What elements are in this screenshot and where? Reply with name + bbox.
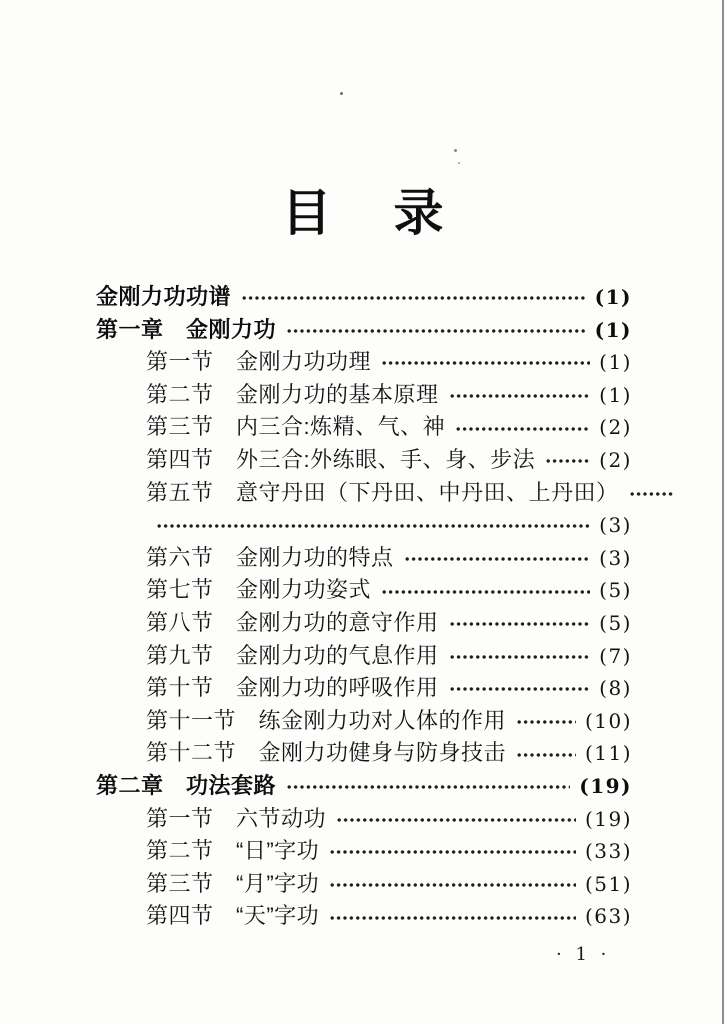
toc-entry-page: (51) [584, 871, 632, 896]
toc-entry-label: 第九节 金刚力功的气息作用 [146, 642, 439, 668]
toc-entry [96, 672, 632, 705]
toc-leader-dots [241, 294, 586, 302]
toc-leader-dots [449, 392, 591, 400]
toc-entry-page: (5) [599, 610, 632, 635]
toc-entry-label: 第四节 外三合:外练眼、手、身、步法 [146, 446, 536, 472]
toc-entry [96, 542, 632, 575]
toc-leader-dots [545, 457, 590, 465]
toc-entry-label: 第十节 金刚力功的呼吸作用 [146, 675, 439, 701]
toc-entry [96, 803, 632, 836]
toc-leader-dots [629, 490, 673, 498]
toc-entry-label: 金刚力功功谱 [96, 284, 232, 309]
toc-entry [96, 574, 632, 607]
toc-entry [96, 281, 632, 314]
toc-entry-page: (10) [584, 708, 632, 733]
toc-entry-label: 第二节 金刚力功的基本原理 [146, 381, 439, 407]
toc-leader-dots [336, 816, 576, 824]
toc-leader-dots [516, 718, 576, 726]
toc-leader-dots [286, 783, 570, 791]
toc-leader-dots [329, 881, 576, 889]
scan-edge-line [722, 0, 724, 1024]
scan-speck [454, 149, 457, 152]
toc-entry [96, 770, 632, 803]
toc-entry [96, 509, 632, 542]
toc-entry-page: (3) [599, 513, 632, 538]
toc-leader-dots [449, 620, 591, 628]
toc-leader-dots [449, 685, 591, 693]
toc-entry-label: 第五节 意守丹田（下丹田、中丹田、上丹田） [146, 479, 619, 505]
toc-entry [96, 379, 632, 412]
toc-entry-label: 第八节 金刚力功的意守作用 [146, 609, 439, 635]
toc-entry-page: (11) [584, 741, 632, 766]
toc-entry-label: 第六节 金刚力功的特点 [146, 544, 394, 570]
toc-leader-dots [381, 588, 590, 596]
toc-leader-dots [449, 653, 591, 661]
toc-entry-page: (8) [599, 676, 632, 701]
page-title [0, 185, 725, 241]
toc-entry [96, 607, 632, 640]
toc-entry-label: 第十二节 金刚力功健身与防身技击 [146, 740, 507, 766]
toc-entry [96, 346, 632, 379]
toc-entry-page: (2) [599, 447, 632, 472]
toc-entry-page: (5) [599, 578, 632, 603]
toc-leader-dots [329, 914, 576, 922]
toc-entry-page: (19) [579, 773, 632, 798]
toc-entry-page: (1) [599, 382, 632, 407]
toc-entry [96, 868, 632, 901]
toc-entry-label: 第七节 金刚力功姿式 [146, 577, 372, 603]
toc-leader-dots [455, 425, 590, 433]
toc-entry [96, 477, 632, 510]
toc-leader-dots [286, 327, 586, 335]
toc-leader-dots [516, 751, 576, 759]
toc-leader-dots [404, 555, 591, 563]
toc-entry-page: (63) [584, 904, 632, 929]
toc-entry [96, 737, 632, 770]
toc-entry-label: 第一节 金刚力功功理 [146, 349, 372, 375]
toc-entry-label: 第一章 金刚力功 [96, 316, 277, 342]
toc-entry-page: (19) [584, 806, 632, 831]
toc-leader-dots [329, 848, 576, 856]
toc-entry-page: (1) [599, 350, 632, 375]
toc-entry-label: 第十一节 练金刚力功对人体的作用 [146, 707, 507, 733]
scan-speck [458, 162, 460, 164]
toc-entry-page: (3) [599, 545, 632, 570]
toc-list [96, 281, 632, 933]
toc-entry-label: 第二节 “日”字功 [146, 838, 320, 864]
toc-entry-label: 第三节 “月”字功 [146, 870, 320, 896]
page-title-char: 目 [281, 185, 332, 241]
toc-entry [96, 640, 632, 673]
toc-entry [96, 411, 632, 444]
toc-leader-dots [156, 522, 590, 530]
toc-entry [96, 900, 632, 933]
toc-entry-page: (7) [599, 643, 632, 668]
toc-entry-label: 第四节 “天”字功 [146, 903, 320, 929]
toc-leader-dots [381, 359, 590, 367]
footer-page-number: · 1 · [556, 944, 611, 965]
scan-speck [340, 92, 343, 95]
toc-entry [96, 444, 632, 477]
toc-entry-label: 第二章 功法套路 [96, 772, 277, 798]
toc-entry-label: 第一节 六节动功 [146, 805, 327, 831]
page-title-char: 录 [393, 185, 444, 241]
toc-entry [96, 705, 632, 738]
toc-entry-page: (2) [599, 415, 632, 440]
toc-entry-page: (1) [594, 317, 632, 342]
toc-entry-page: (33) [584, 839, 632, 864]
toc-entry [96, 835, 632, 868]
toc-entry [96, 314, 632, 347]
toc-entry-page: (1) [594, 285, 632, 309]
toc-entry-label: 第三节 内三合:炼精、气、神 [146, 414, 446, 440]
